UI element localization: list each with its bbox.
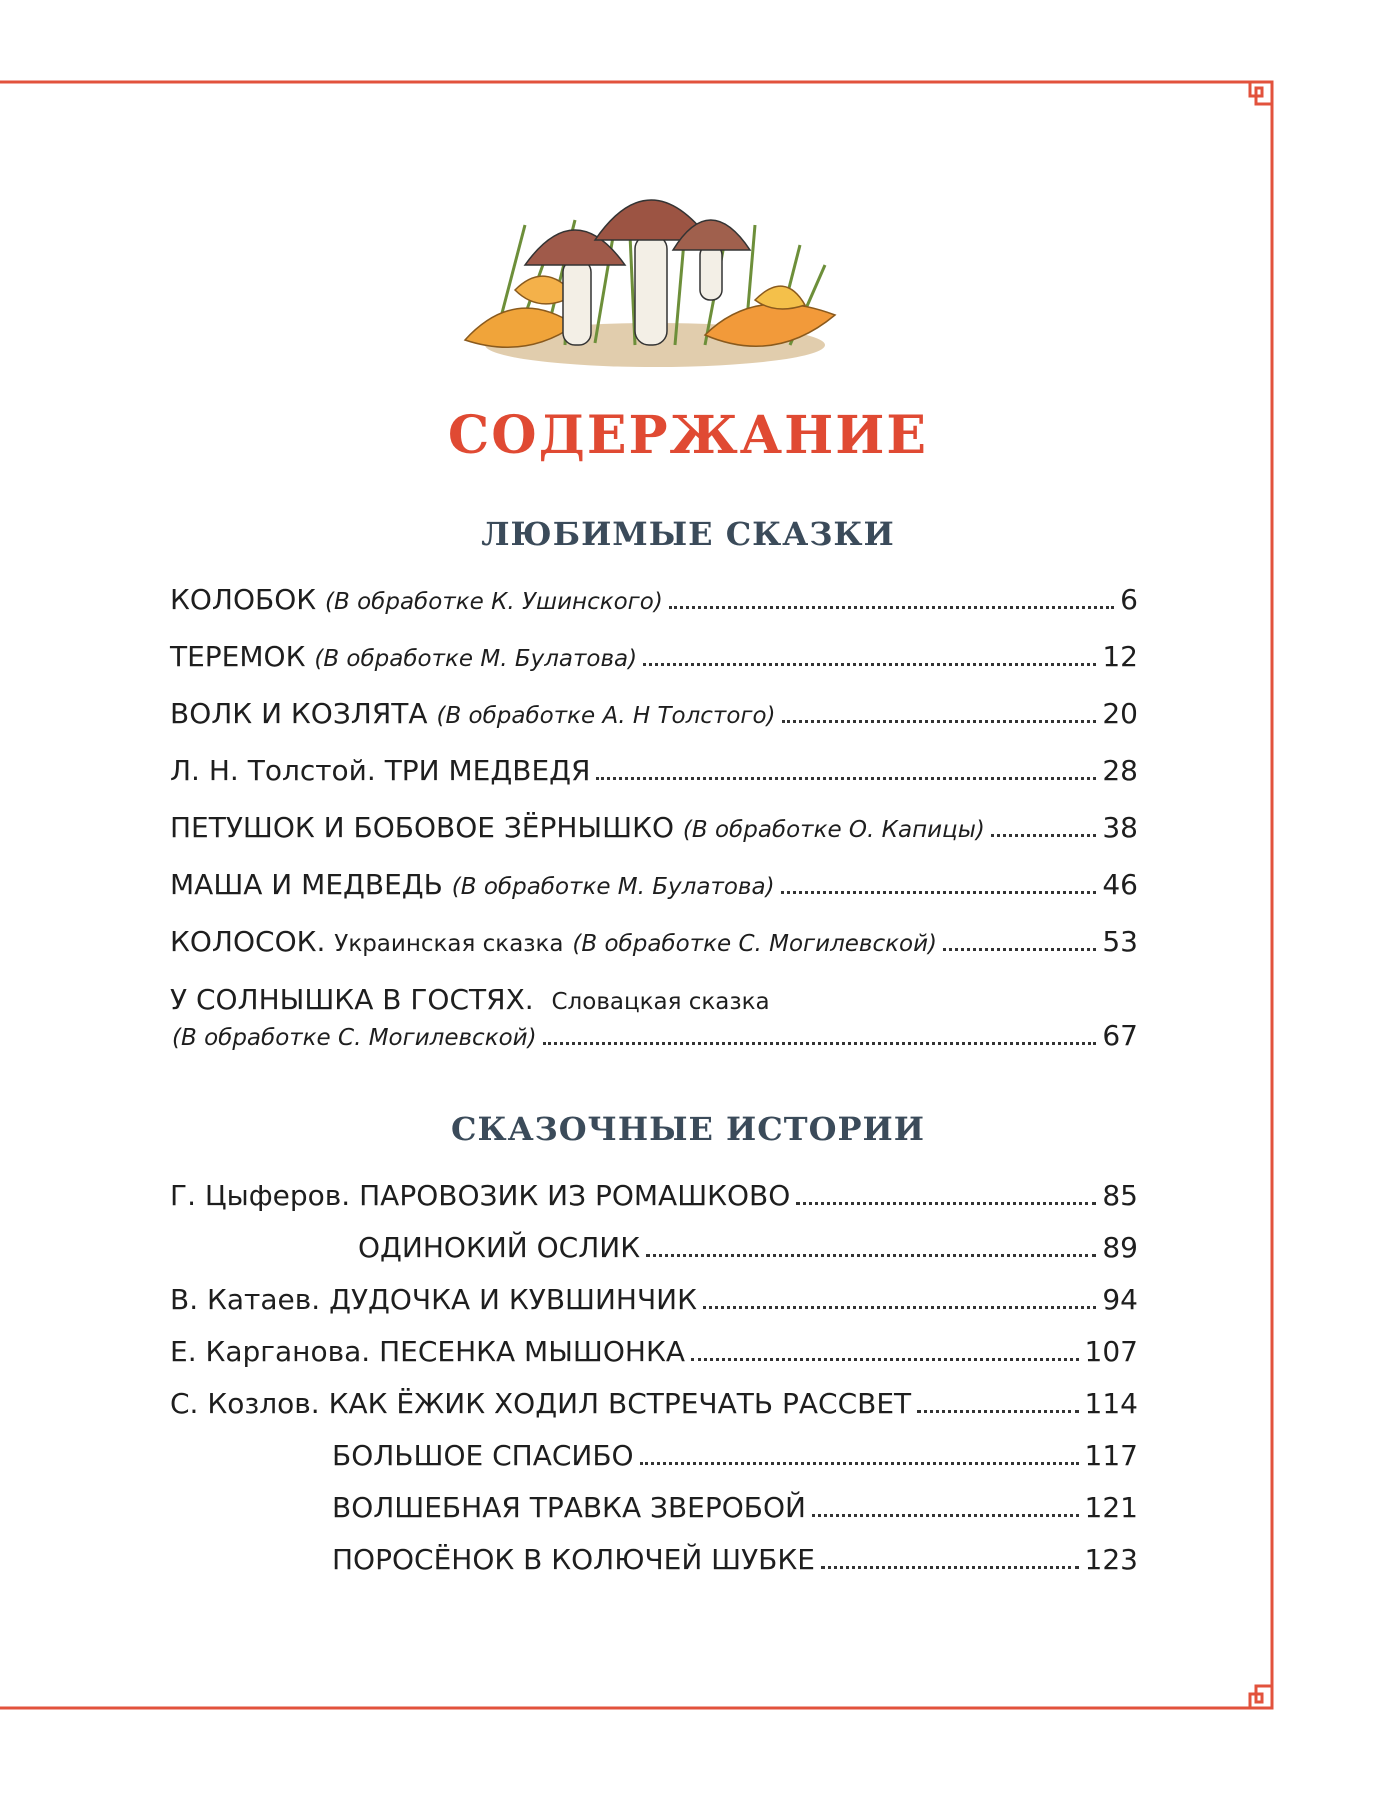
page-number: 46 (1102, 868, 1138, 901)
entry-author: Г. Цыферов. (170, 1179, 351, 1212)
page-number: 28 (1102, 754, 1138, 787)
entry-title: ТЕРЕМОК (170, 640, 306, 673)
entry-title: КОЛОБОК (170, 583, 317, 616)
entry-note: (В обработке О. Капицы) (682, 817, 985, 843)
page-number: 20 (1102, 697, 1138, 730)
page-number: 38 (1102, 811, 1138, 844)
entry-note: (В обработке С. Могилевской) (172, 1025, 537, 1051)
toc-entry[interactable] (332, 1490, 1138, 1526)
entry-title: ДУДОЧКА И КУВШИНЧИК (329, 1283, 697, 1316)
entry-title: КОЛОСОК. (170, 925, 326, 958)
toc-entry[interactable] (332, 1438, 1138, 1474)
leader-dots (821, 1566, 1079, 1569)
page-number: 85 (1102, 1179, 1138, 1212)
leader-dots (691, 1358, 1079, 1361)
entry-author: В. Катаев. (170, 1283, 321, 1316)
entry-title: ВОЛК И КОЗЛЯТА (170, 697, 428, 730)
entry-note: (В обработке М. Булатова) (451, 874, 775, 900)
toc-entry[interactable] (332, 1542, 1138, 1578)
page-number: 12 (1102, 640, 1138, 673)
page-number: 53 (1102, 925, 1138, 958)
entry-author: Е. Карганова. (170, 1335, 371, 1368)
page-number: 114 (1084, 1387, 1138, 1420)
entry-note: (В обработке К. Ушинского) (325, 589, 663, 615)
page-number: 107 (1084, 1335, 1138, 1368)
entry-title: ВОЛШЕБНАЯ ТРАВКА ЗВЕРОБОЙ (332, 1491, 806, 1524)
section-title-fairy-stories: СКАЗОЧНЫЕ ИСТОРИИ (451, 1110, 925, 1148)
page-number: 94 (1102, 1283, 1138, 1316)
page-number: 89 (1102, 1231, 1138, 1264)
entry-title: ПЕСЕНКА МЫШОНКА (379, 1335, 685, 1368)
entry-note: (В обработке А. Н Толстого) (436, 703, 776, 729)
toc-entry[interactable] (358, 1230, 1138, 1266)
leader-dots (917, 1410, 1078, 1413)
toc-entry[interactable] (170, 1386, 1138, 1422)
page-number: 117 (1084, 1439, 1138, 1472)
leader-dots (812, 1514, 1079, 1517)
entry-note: (В обработке С. Могилевской) (572, 931, 938, 957)
toc-entry[interactable] (170, 1178, 1138, 1214)
leader-dots (703, 1306, 1096, 1309)
page-number: 67 (1102, 1019, 1138, 1052)
leader-dots (796, 1202, 1096, 1205)
entry-title: ПОРОСЁНОК В КОЛЮЧЕЙ ШУБКЕ (332, 1543, 815, 1576)
entry-title: ПАРОВОЗИК ИЗ РОМАШКОВО (359, 1179, 791, 1212)
entry-title: ПЕТУШОК И БОБОВОЕ ЗЁРНЫШКО (170, 811, 674, 844)
entry-title: ОДИНОКИЙ ОСЛИК (358, 1231, 641, 1264)
entry-note: (В обработке М. Булатова) (314, 646, 638, 672)
leader-dots (646, 1254, 1096, 1257)
section-title-favorite-tales: ЛЮБИМЫЕ СКАЗКИ (481, 515, 895, 553)
entry-subtitle: Словацкая сказка (551, 989, 770, 1015)
entry-author: Л. Н. Толстой. (170, 754, 376, 787)
entry-title: БОЛЬШОЕ СПАСИБО (332, 1439, 634, 1472)
page-title: СОДЕРЖАНИЕ (447, 405, 929, 466)
entry-author: С. Козлов. (170, 1387, 320, 1420)
entry-title: ТРИ МЕДВЕДЯ (384, 754, 591, 787)
page-number: 6 (1120, 583, 1138, 616)
entry-title: КАК ЁЖИК ХОДИЛ ВСТРЕЧАТЬ РАССВЕТ (328, 1387, 912, 1420)
entry-title: МАША И МЕДВЕДЬ (170, 868, 443, 901)
leader-dots (640, 1462, 1079, 1465)
entry-subtitle: Украинская сказка (334, 931, 564, 957)
toc-entry[interactable] (170, 1282, 1138, 1318)
page-number: 121 (1084, 1491, 1138, 1524)
page-number: 123 (1084, 1543, 1138, 1576)
entry-title: У СОЛНЫШКА В ГОСТЯХ. (170, 983, 534, 1016)
toc-entry[interactable] (170, 1334, 1138, 1370)
